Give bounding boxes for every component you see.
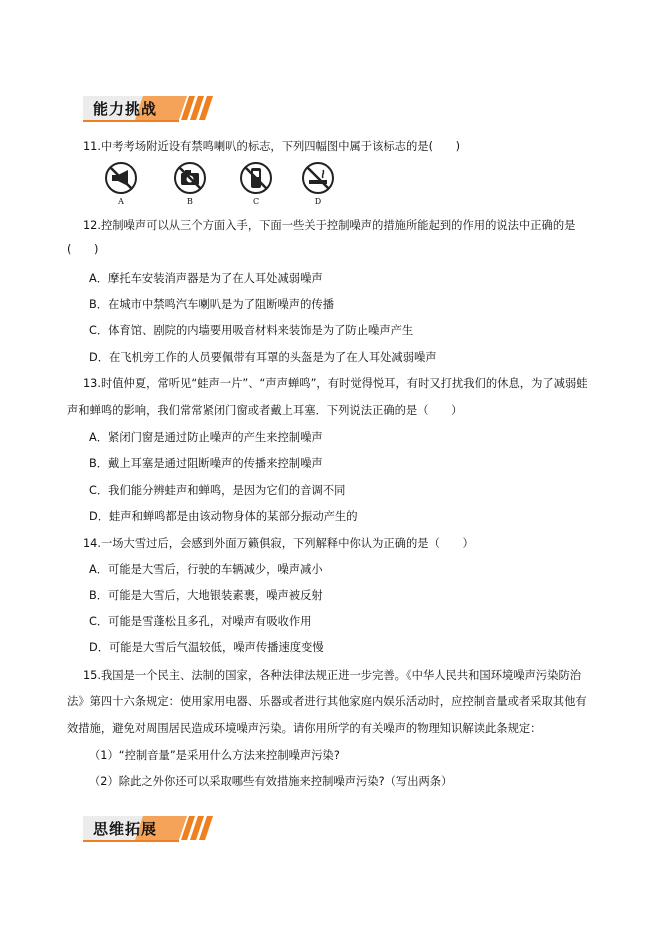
q13-option-c: C．我们能分辨蛙声和蝉鸣，是因为它们的音调不同 xyxy=(89,484,346,497)
question-12-stem-line2: ( ) xyxy=(67,243,99,256)
q12-option-a: A．摩托车安装消声器是为了在人耳处减弱噪声 xyxy=(89,272,323,285)
question-11-stem: 11.中考考场附近设有禁鸣喇叭的标志，下列四幅图中属于该标志的是( ) xyxy=(83,140,460,153)
question-15-line2: 法》第四十六条规定：使用家用电器、乐器或者进行其他家庭内娱乐活动时，应控制音量或者采取其他有 xyxy=(67,695,587,708)
smoking-prohibited-icon xyxy=(301,161,335,195)
question-14-stem: 14.一场大雪过后，会感到外面万籁俱寂，下列解释中你认为正确的是（ ） xyxy=(83,537,474,550)
section-banner-ability xyxy=(83,94,221,122)
sign-label: A xyxy=(118,197,124,206)
section-title: 能力挑战 xyxy=(93,100,158,118)
q12-option-c: C．体育馆、剧院的内墙要用吸音材料来装饰是为了防止噪声产生 xyxy=(89,324,414,337)
q11-sign-options xyxy=(103,161,343,211)
section-title: 思维拓展 xyxy=(93,820,158,838)
q13-option-d: D．蛙声和蝉鸣都是由该动物身体的某部分振动产生的 xyxy=(89,510,358,523)
q13-option-b: B．戴上耳塞是通过阻断噪声的传播来控制噪声 xyxy=(89,457,323,470)
section-banner-thinking xyxy=(83,814,221,842)
horn-prohibited-icon xyxy=(104,161,138,195)
question-12-stem-line1: 12.控制噪声可以从三个方面入手，下面一些关于控制噪声的措施所能起到的作用的说法中正确的是 xyxy=(83,219,576,232)
q13-option-a: A．紧闭门窗是通过防止噪声的产生来控制噪声 xyxy=(89,431,323,444)
q14-option-d: D．可能是大雪后气温较低，噪声传播速度变慢 xyxy=(89,641,324,654)
q14-option-a: A．可能是大雪后，行驶的车辆减少，噪声减小 xyxy=(89,563,323,576)
sign-label: C xyxy=(252,197,260,206)
phone-prohibited-icon xyxy=(239,161,273,195)
q12-option-d: D．在飞机旁工作的人员要佩带有耳罩的头盔是为了在人耳处减弱噪声 xyxy=(89,351,437,364)
question-15-line1: 15.我国是一个民主、法制的国家，各种法律法规正进一步完善。《中华人民共和国环境噪声污染防治 xyxy=(83,669,582,682)
question-15-line3: 效措施，避免对周围居民造成环境噪声污染。请你用所学的有关噪声的物理知识解读此条规定： xyxy=(67,722,542,735)
question-13-stem-line1: 13.时值仲夏，常听见“蛙声一片”、“声声蝉鸣”，有时觉得悦耳，有时又打扰我们的休息，为了减弱蛙 xyxy=(83,377,588,390)
sign-option-a xyxy=(103,161,139,207)
sign-label: D xyxy=(314,197,322,206)
camera-prohibited-icon xyxy=(173,161,207,195)
q14-option-c: C．可能是雪蓬松且多孔，对噪声有吸收作用 xyxy=(89,615,312,628)
sign-option-d xyxy=(300,161,336,207)
question-13-stem-line2: 声和蝉鸣的影响，我们常常紧闭门窗或者戴上耳塞．下列说法正确的是（ ） xyxy=(67,404,463,417)
sign-label: B xyxy=(187,197,193,206)
sign-option-b xyxy=(172,161,208,207)
q14-option-b: B．可能是大雪后，大地银装素裹，噪声被反射 xyxy=(89,589,323,602)
q15-subquestion-1: （1）“控制音量”是采用什么方法来控制噪声污染? xyxy=(89,749,340,762)
q15-subquestion-2: （2）除此之外你还可以采取哪些有效措施来控制噪声污染?（写出两条） xyxy=(89,775,453,788)
q12-option-b: B．在城市中禁鸣汽车喇叭是为了阻断噪声的传播 xyxy=(89,298,334,311)
sign-option-c xyxy=(238,161,274,207)
